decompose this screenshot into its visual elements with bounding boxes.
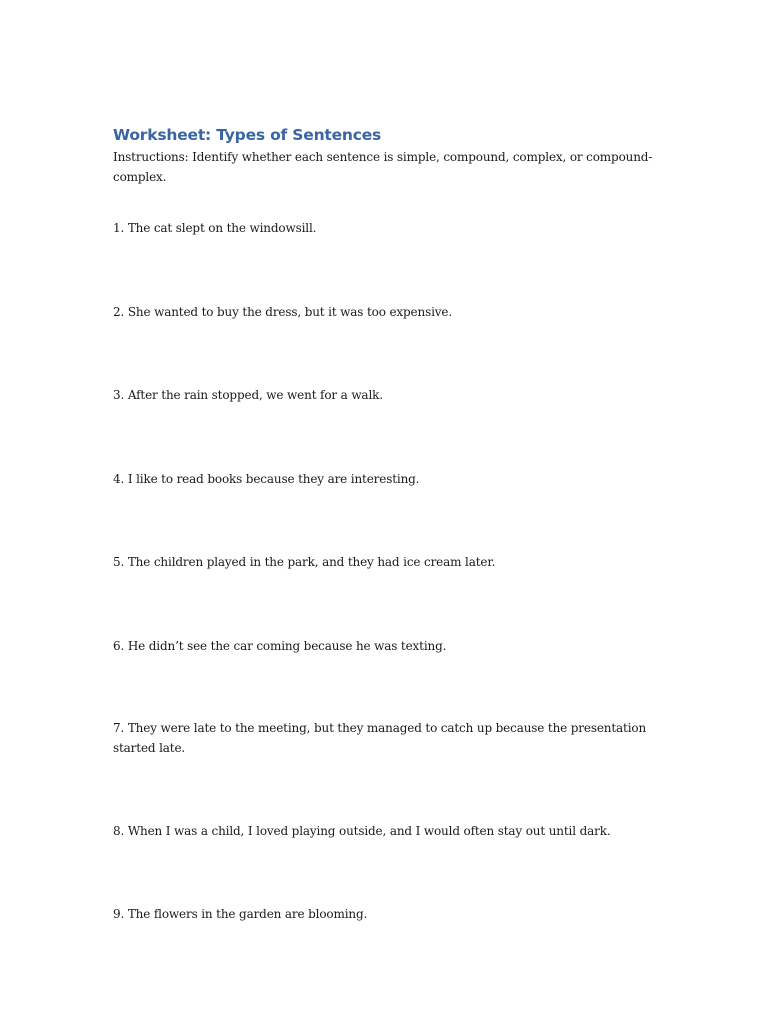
sentence-item-1: 1. The cat slept on the windowsill. <box>113 221 317 235</box>
sentence-item-7: 7. They were late to the meeting, but they managed to catch up because the presentation started late. <box>113 721 647 755</box>
sentence-item-3: 3. After the rain stopped, we went for a walk. <box>113 388 383 402</box>
worksheet-title: Worksheet: Types of Sentences <box>113 126 382 144</box>
worksheet-instructions: Instructions: Identify whether each sentence is simple, compound, complex, or compound-complex. <box>113 150 653 184</box>
sentence-item-4: 4. I like to read books because they are interesting. <box>113 472 420 486</box>
sentence-item-5: 5. The children played in the park, and they had ice cream later. <box>113 555 496 569</box>
sentence-item-8: 8. When I was a child, I loved playing outside, and I would often stay out until dark. <box>113 824 611 838</box>
sentence-item-9: 9. The flowers in the garden are blooming. <box>113 907 368 921</box>
worksheet-body <box>113 124 658 921</box>
sentence-item-2: 2. She wanted to buy the dress, but it was too expensive. <box>113 305 453 319</box>
sentence-item-6: 6. He didn’t see the car coming because he was texting. <box>113 639 447 653</box>
